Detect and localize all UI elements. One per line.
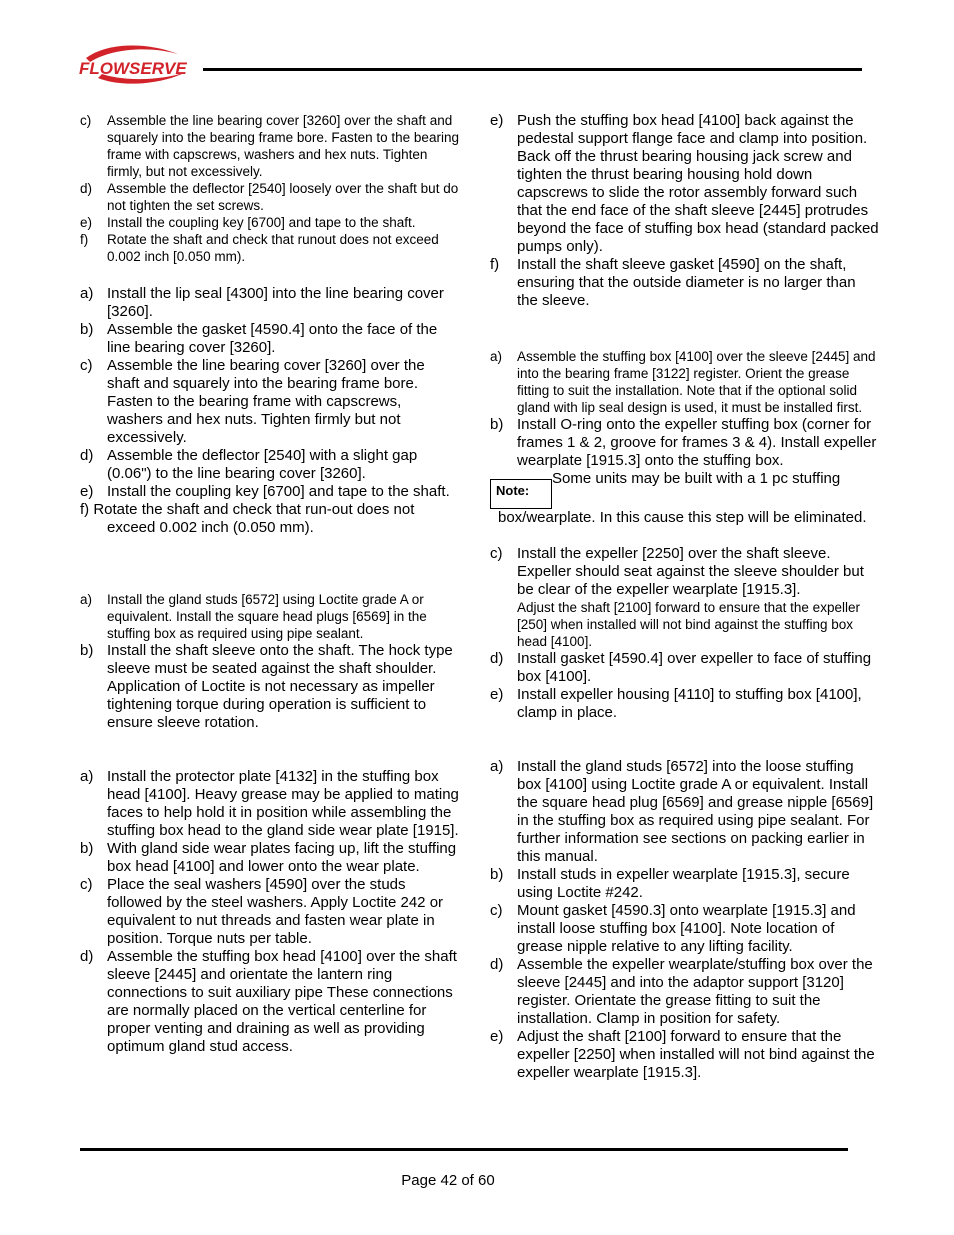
step-text: Install the lip seal [4300] into the line bearing cover [3260]. xyxy=(107,285,444,320)
step-item xyxy=(80,285,460,321)
left-column xyxy=(80,112,460,1056)
step-item xyxy=(80,180,460,214)
right-column-part-3 xyxy=(490,545,880,1082)
step-text: Adjust the shaft [2100] forward to ensure that the expeller [250] when installed will not bind against the stuffing box head [4100]. xyxy=(517,600,860,649)
step-group xyxy=(80,112,460,265)
step-item xyxy=(80,357,460,447)
step-item xyxy=(80,768,460,840)
step-item xyxy=(80,948,460,1056)
step-text: Install the shaft sleeve gasket [4590] on the shaft, ensuring that the outside diameter is no larger than the sleeve. xyxy=(517,256,856,309)
step-text: Push the stuffing box head [4100] back against the pedestal support flange face and clamp into position. Back off the thrust bearing housing jack screw and tighten the thrust bearing housing hold down capscrews to slide the rotor assembly forward such that the end face of the shaft sleeve [2445] protrudes beyond the face of stuffing box head (standard packed pumps only). xyxy=(517,112,879,255)
step-text: Assemble the gasket [4590.4] onto the face of the line bearing cover [3260]. xyxy=(107,321,438,356)
flowserve-swoosh-icon xyxy=(78,44,198,86)
step-group xyxy=(490,348,880,416)
step-text: Install gasket [4590.4] over expeller to face of stuffing box [4100]. xyxy=(517,650,872,685)
step-group xyxy=(490,599,880,650)
step-text: Install the gland studs [6572] into the loose stuffing box [4100] using Loctite grade A or equivalent. Install the square head plug [6569] and grease nipple [6569] in the stuffing box as required using pipe sealant. For further information see sections on packing earlier in this manual. xyxy=(517,758,874,865)
flowserve-logo xyxy=(78,44,198,86)
step-text: Install the shaft sleeve onto the shaft. The hock type sleeve must be seated against the shaft shoulder. Application of Loctite is not necessary as impeller tightening torque during operation is sufficient to ensure sleeve rotation. xyxy=(107,642,453,731)
step-text: Install the coupling key [6700] and tape to the shaft. xyxy=(107,215,416,230)
page-number: Page 42 of 60 xyxy=(401,1172,495,1189)
step-label: b) xyxy=(490,416,504,433)
step-text: With gland side wear plates facing up, lift the stuffing box head [4100] and lower onto the wear plate. xyxy=(107,840,457,875)
step-group xyxy=(490,758,880,1082)
step-text: Install studs in expeller wearplate [1915.3], secure using Loctite #242. xyxy=(517,866,850,901)
step-group xyxy=(80,591,460,642)
step-group xyxy=(80,768,460,1056)
step-item xyxy=(490,599,880,650)
step-label: f) xyxy=(80,232,89,247)
step-item xyxy=(490,956,880,1028)
step-label: d) xyxy=(490,650,504,667)
step-text: Assemble the line bearing cover [3260] over the shaft and squarely into the bearing frame bore. Fasten to the bearing frame with capscrews, washers and hex nuts. Tighten firmly but not excessively. xyxy=(107,357,425,446)
step-group xyxy=(490,416,880,470)
step-item xyxy=(80,840,460,876)
step-label: a) xyxy=(80,285,94,302)
step-group xyxy=(490,545,880,599)
step-text: Install O-ring onto the expeller stuffing box (corner for frames 1 & 2, groove for frames 3 & 4). Install expeller wearplate [1915.3] onto the stuffing box. xyxy=(517,416,877,469)
step-item xyxy=(80,642,460,732)
step-label: b) xyxy=(80,840,94,857)
step-label: d) xyxy=(80,181,93,196)
step-text: Install expeller housing [4110] to stuffing box [4100], clamp in place. xyxy=(517,686,862,721)
right-column-part-1 xyxy=(490,112,880,310)
note-badge: Note: xyxy=(490,479,552,509)
step-label: a) xyxy=(490,758,504,775)
step-label: c) xyxy=(80,113,92,128)
step-label: e) xyxy=(80,215,93,230)
step-text: Rotate the shaft and check that runout does not exceed 0.002 inch [0.050 mm). xyxy=(107,232,439,264)
step-group xyxy=(490,650,880,722)
step-item xyxy=(490,902,880,956)
step-label: d) xyxy=(490,956,504,973)
step-text: Assemble the stuffing box head [4100] over the shaft sleeve [2445] and orientate the lantern ring connections to suit auxiliary pipe These connections are normally placed on the vertical centerline for proper venting and draining as well as providing optimum gland stud access. xyxy=(107,948,457,1055)
step-label: b) xyxy=(80,321,94,338)
step-label: a) xyxy=(80,592,93,607)
step-item xyxy=(490,348,880,416)
step-item xyxy=(80,231,460,265)
step-item xyxy=(490,866,880,902)
step-item xyxy=(80,501,460,537)
right-column xyxy=(490,112,880,1082)
step-item xyxy=(490,686,880,722)
step-item xyxy=(80,112,460,180)
step-label: e) xyxy=(490,112,504,129)
step-label: a) xyxy=(80,768,94,785)
step-group xyxy=(490,112,880,310)
step-item xyxy=(490,650,880,686)
step-item xyxy=(490,416,880,470)
step-item xyxy=(80,483,460,501)
step-item xyxy=(80,876,460,948)
step-text: Install the gland studs [6572] using Loctite grade A or equivalent. Install the square head plugs [6569] in the stuffing box as required using pipe sealant. xyxy=(107,592,427,641)
step-label: e) xyxy=(80,483,94,500)
step-label: c) xyxy=(490,545,503,562)
note-paragraph xyxy=(490,470,880,527)
step-label: c) xyxy=(490,902,503,919)
step-text: f) Rotate the shaft and check that run-out does not exceed 0.002 inch (0.050 mm). xyxy=(80,501,415,536)
step-item xyxy=(80,214,460,231)
step-group xyxy=(80,642,460,732)
step-item xyxy=(490,545,880,599)
header-rule xyxy=(203,68,862,71)
step-text: Assemble the stuffing box [4100] over the sleeve [2445] and into the bearing frame [3122] register. Orient the grease fitting to suit the installation. Note that if the optional solid gland with lip seal design is used, it must be installed first. xyxy=(517,349,876,415)
step-group xyxy=(80,285,460,501)
step-label: b) xyxy=(490,866,504,883)
step-item xyxy=(490,256,880,310)
step-text: Install the protector plate [4132] in the stuffing box head [4100]. Heavy grease may be applied to mating faces to help hold it in position while assembling the stuffing box head to the gland side wear plate [1915]. xyxy=(107,768,459,839)
step-text: Install the coupling key [6700] and tape to the shaft. xyxy=(107,483,450,500)
step-text: Install the expeller [2250] over the shaft sleeve. Expeller should seat against the sleeve shoulder but be clear of the expeller wearplate [1915.3]. xyxy=(517,545,864,598)
note-text: Some units may be built with a 1 pc stuffing box/wearplate. In this cause this step will be eliminated. xyxy=(498,470,867,526)
step-text: Assemble the deflector [2540] with a slight gap (0.06") to the line bearing cover [3260]. xyxy=(107,447,418,482)
step-text: Assemble the line bearing cover [3260] over the shaft and squarely into the bearing frame bore. Fasten to the bearing frame with capscrews, washers and hex nuts. Tighten firmly, but not excessively. xyxy=(107,113,459,179)
step-label: d) xyxy=(80,948,94,965)
logo-text: FLOWSERVE xyxy=(79,59,187,78)
step-text: Assemble the expeller wearplate/stuffing box over the sleeve [2445] and into the adaptor support [3120] register. Orientate the grease fitting to suit the installation. Clamp in position for safety. xyxy=(517,956,873,1027)
step-label: d) xyxy=(80,447,94,464)
step-label: e) xyxy=(490,686,504,703)
step-label: f) xyxy=(490,256,500,273)
step-item xyxy=(490,758,880,866)
step-label: c) xyxy=(80,357,93,374)
step-item xyxy=(490,1028,880,1082)
step-label: a) xyxy=(490,349,503,364)
step-item xyxy=(80,447,460,483)
step-text: Mount gasket [4590.3] onto wearplate [1915.3] and install loose stuffing box [4100]. Note location of grease nipple relative to any lifting facility. xyxy=(517,902,856,955)
step-label: c) xyxy=(80,876,93,893)
step-group xyxy=(80,501,460,537)
step-item xyxy=(80,321,460,357)
right-column-part-2 xyxy=(490,348,880,470)
step-label: e) xyxy=(490,1028,504,1045)
step-item xyxy=(490,112,880,256)
step-item xyxy=(80,591,460,642)
footer-rule xyxy=(80,1148,848,1151)
step-text: Adjust the shaft [2100] forward to ensure that the expeller [2250] when installed will not bind against the expeller wearplate [1915.3]. xyxy=(517,1028,875,1081)
step-text: Place the seal washers [4590] over the studs followed by the steel washers. Apply Loctite 242 or equivalent to nut threads and fasten wear plate in position. Torque nuts per table. xyxy=(107,876,444,947)
step-text: Assemble the deflector [2540] loosely over the shaft but do not tighten the set screws. xyxy=(107,181,459,213)
step-label: b) xyxy=(80,642,94,659)
